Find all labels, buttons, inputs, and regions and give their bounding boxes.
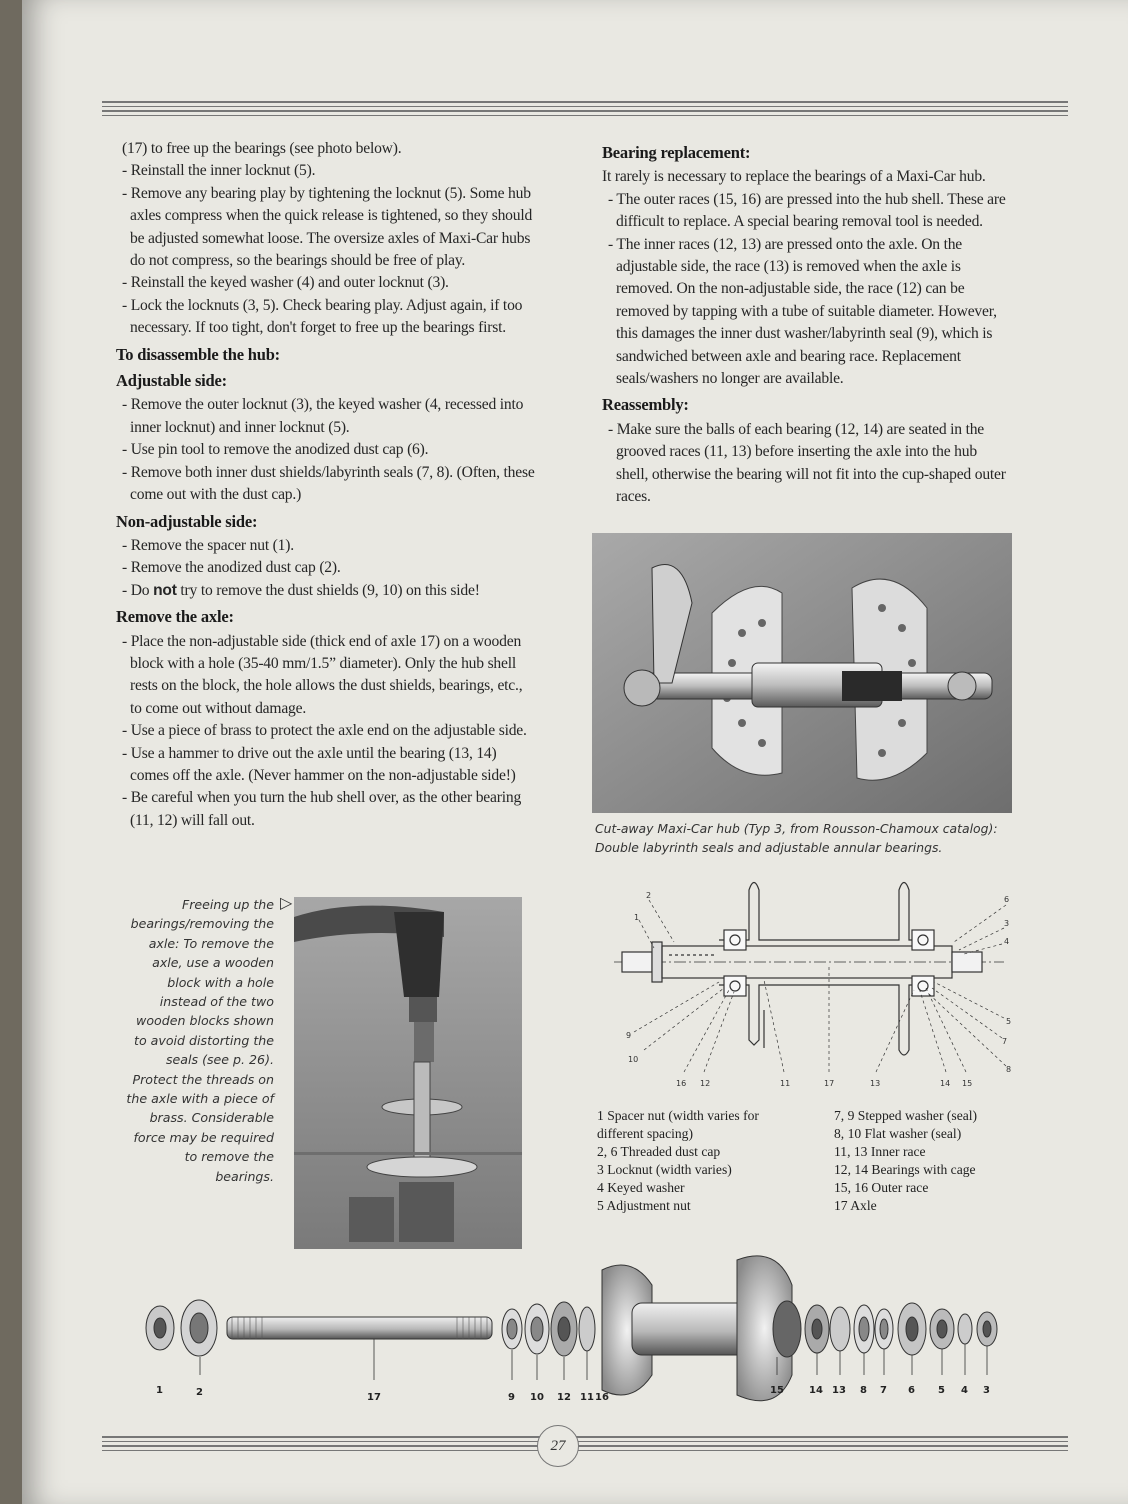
legend-item: 3 Locknut (width varies) (597, 1162, 732, 1177)
bottom-rule (102, 1436, 1068, 1454)
diagram-label: 4 (1004, 937, 1010, 946)
part-number: 8 (860, 1385, 867, 1396)
diagram-label: 17 (824, 1079, 835, 1088)
part-number: 4 (961, 1385, 968, 1396)
legend-item: 8, 10 Flat washer (seal) (834, 1126, 962, 1141)
diagram-label: 10 (628, 1055, 639, 1064)
diagram-label: 11 (780, 1079, 791, 1088)
bearing-heading: Bearing replacement: (602, 143, 751, 162)
part-number: 16 (595, 1392, 609, 1403)
remove-axle-line: - Place the non-adjustable side (thick end of axle 17) on a wooden block with a hole (35-40 mm/1.5” diameter). Only the hub shell rests on the block, the hole allows the dust shields, bearings, etc., to come out without damage. (122, 632, 523, 717)
diagram-label: 6 (1004, 895, 1010, 904)
nonadjustable-heading: Non-adjustable side: (116, 511, 258, 531)
diagram-label: 1 (634, 913, 640, 922)
part-number: 6 (908, 1385, 915, 1396)
part-number: 10 (530, 1392, 544, 1403)
intro-line: - Reinstall the keyed washer (4) and outer locknut (3). (122, 274, 449, 292)
parts-legend-right (834, 1107, 1034, 1215)
remove-axle-line: - Use a piece of brass to protect the axle end on the adjustable side. (122, 722, 527, 740)
diagram-label: 8 (1006, 1065, 1012, 1074)
part-number: 12 (557, 1392, 571, 1403)
legend-item: 4 Keyed washer (597, 1180, 685, 1195)
legend-item: 11, 13 Inner race (834, 1144, 926, 1159)
part-number: 7 (880, 1385, 887, 1396)
intro-line: - Lock the locknuts (3, 5). Check bearing play. Adjust again, if too necessary. If too tight, don't forget to free up the bearings first. (122, 296, 523, 337)
intro-line: - Reinstall the inner locknut (5). (122, 162, 316, 180)
legend-item: 12, 14 Bearings with cage (834, 1162, 976, 1177)
part-17-axle (227, 1317, 492, 1339)
reassembly-line: - Make sure the balls of each bearing (12, 14) are seated in the grooved races (11, 13) before inserting the axle into the hub shell, otherwise the bearing will not fit into the cup-shaped outer races. (608, 420, 1006, 506)
remove-axle-heading: Remove the axle: (116, 607, 234, 627)
adjustable-line: - Remove the outer locknut (3), the keyed washer (4, recessed into inner locknut) and inner locknut (5). (122, 396, 524, 436)
remove-axle-line: - Be careful when you turn the hub shell over, as the other bearing (11, 12) will fall out. (122, 789, 522, 829)
cutaway-hub-photo (592, 533, 1012, 813)
part-13-race (830, 1307, 850, 1351)
legend-item: 1 Spacer nut (width varies for (597, 1108, 759, 1123)
nonadjustable-line: - Remove the spacer nut (1). (122, 536, 294, 554)
diagram-label: 2 (646, 891, 652, 900)
right-column (602, 142, 1012, 509)
part-number: 14 (809, 1385, 823, 1396)
legend-item: 17 Axle (834, 1198, 877, 1213)
diagram-label: 13 (870, 1079, 881, 1088)
diagram-label: 3 (1004, 919, 1010, 928)
do-not-line: - Do not try to remove the dust shields (9, 10) on this side! (122, 581, 480, 599)
hammer-photo (294, 897, 522, 1249)
intro-line: - Remove any bearing play by tightening the locknut (5). Some hub axles compress when the quick release is tightened, so they should be adjusted somewhat loose. The oversize axles of Maxi-Car hubs do not compress, so the bearings should be free of play. (122, 184, 533, 270)
pointer-triangle-icon: ▷ (280, 893, 293, 912)
disassemble-heading: To disassemble the hub: (116, 344, 280, 364)
bearing-line: - The outer races (15, 16) are pressed into the hub shell. These are difficult to replace. A special bearing removal tool is needed. (608, 190, 1006, 231)
reassembly-heading: Reassembly: (602, 395, 689, 415)
diagram-label: 7 (1002, 1037, 1008, 1046)
part-4-keyed-washer (958, 1314, 972, 1344)
left-column (116, 138, 536, 832)
diagram-label: 9 (626, 1031, 632, 1040)
diagram-label: 12 (700, 1079, 711, 1088)
part-number: 9 (508, 1392, 515, 1403)
adjustable-heading: Adjustable side: (116, 371, 227, 391)
part-11-race (579, 1307, 595, 1351)
hub-shell (632, 1303, 752, 1355)
hammer-caption: Freeing up the bearings/removing the axle: To remove the axle, use a wooden block with a hole instead of the two wooden blocks shown to avoid distorting the seals (see p. 26). Protect the threads on the axle with a piece of brass. Considerable force may be required to remove the bearings. (126, 897, 274, 1184)
part-number: 2 (196, 1387, 203, 1398)
bearing-intro: It rarely is necessary to replace the bearings of a Maxi-Car hub. (602, 168, 986, 186)
parts-legend-left (597, 1107, 817, 1215)
diagram-label: 14 (940, 1079, 951, 1088)
diagram-label: 15 (962, 1079, 973, 1088)
nonadjustable-line: - Remove the anodized dust cap (2). (122, 559, 341, 577)
legend-item: 15, 16 Outer race (834, 1180, 929, 1195)
page-number: 27 (537, 1425, 579, 1467)
adjustable-line: - Use pin tool to remove the anodized dust cap (6). (122, 441, 429, 459)
bearing-line: - The inner races (12, 13) are pressed onto the axle. On the adjustable side, the race (13) is removed when the axle is removed. On the non-adjustable side, the race (12) can be removed by tapping with a tube of suitable diameter. However, this damages the inner dust washer/labyrinth seal (9), which is sandwiched between axle and bearing race. Replacement seals/washers no longer are available. (608, 235, 997, 388)
hub-cross-section-diagram (604, 870, 1024, 1090)
part-number: 5 (938, 1385, 945, 1396)
legend-item: 5 Adjustment nut (597, 1198, 691, 1213)
part-number: 13 (832, 1385, 846, 1396)
manual-page (22, 0, 1128, 1504)
diagram-label: 16 (676, 1079, 687, 1088)
cutaway-caption: Cut-away Maxi-Car hub (Typ 3, from Rousson-Chamoux catalog): Double labyrinth seals and adjustable annular bearings. (595, 821, 998, 855)
top-rule (102, 101, 1068, 119)
part-number: 1 (156, 1385, 163, 1396)
remove-axle-line: - Use a hammer to drive out the axle until the bearing (13, 14) comes off the axle. (Never hammer on the non-adjustable side!) (122, 744, 516, 784)
adjustable-line: - Remove both inner dust shields/labyrinth seals (7, 8). (Often, these come out with the dust cap.) (122, 463, 535, 504)
legend-item: different spacing) (597, 1126, 693, 1141)
part-number: 3 (983, 1385, 990, 1396)
intro-line: (17) to free up the bearings (see photo below). (122, 140, 402, 157)
diagram-label: 5 (1006, 1017, 1012, 1026)
part-number: 17 (367, 1392, 381, 1403)
legend-item: 7, 9 Stepped washer (seal) (834, 1108, 978, 1123)
exploded-parts-view (112, 1245, 1012, 1415)
part-number: 11 (580, 1392, 594, 1403)
legend-item: 2, 6 Threaded dust cap (597, 1144, 721, 1159)
part-number: 15 (770, 1385, 784, 1396)
